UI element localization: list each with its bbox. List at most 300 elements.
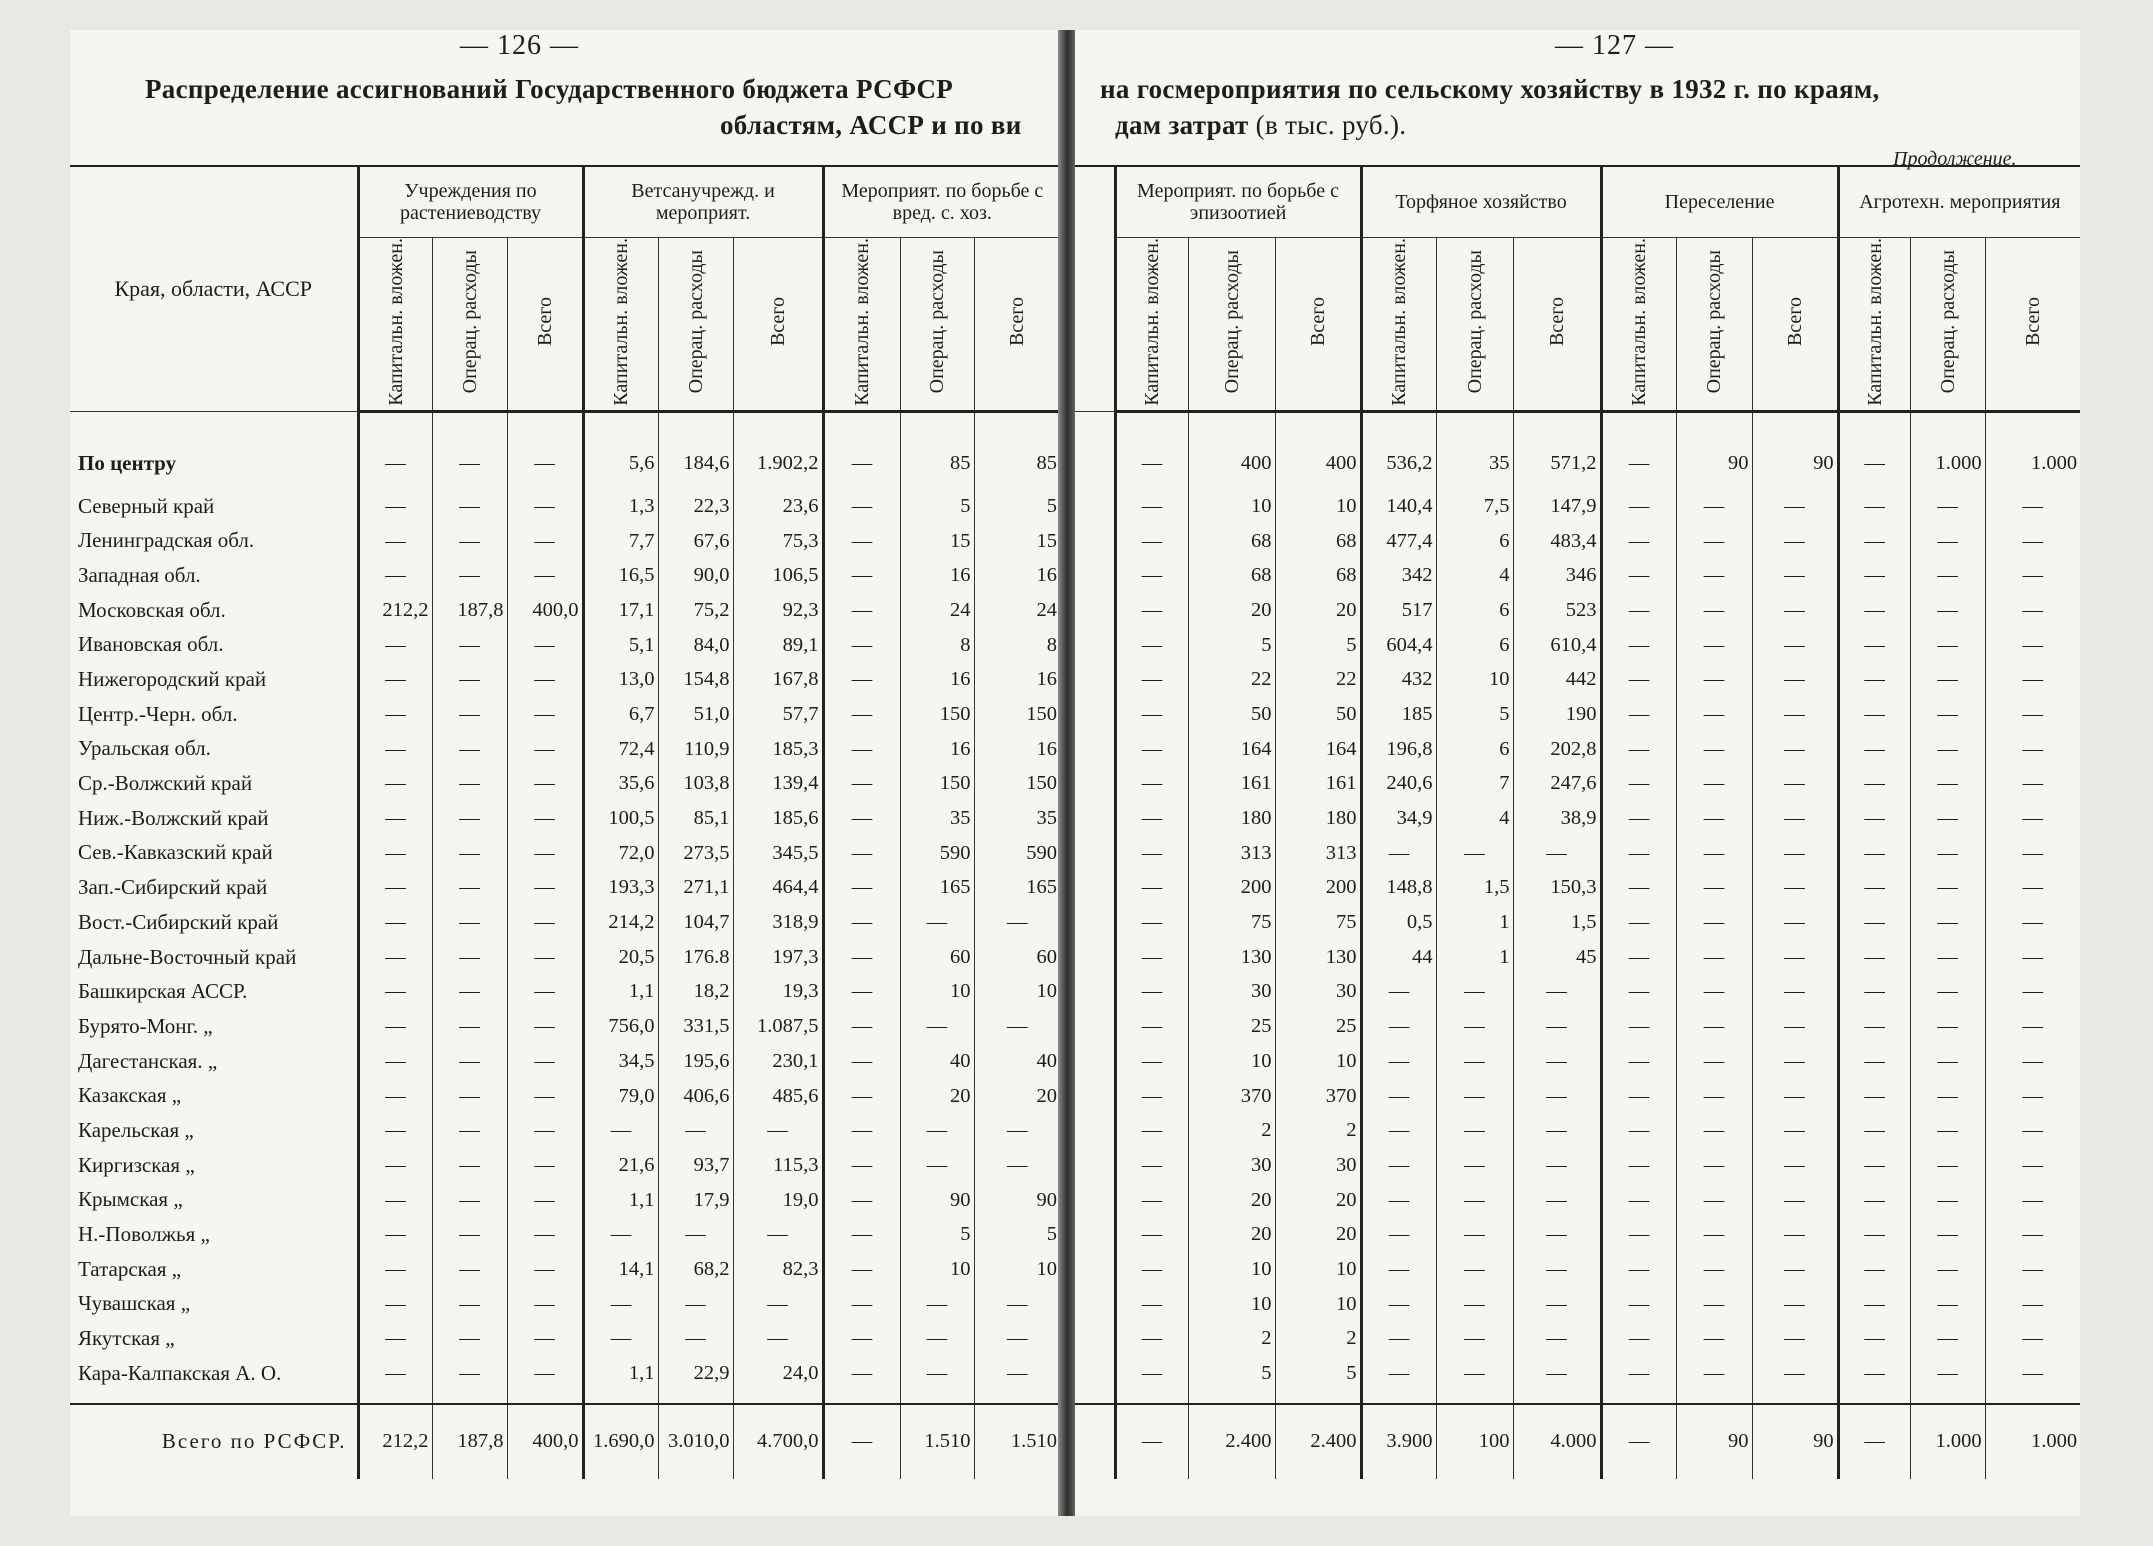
total-cell: 1.000: [1985, 1404, 2080, 1479]
region-name-text: Карельская „: [78, 1117, 194, 1142]
value-cell: —: [1838, 1356, 1910, 1391]
value-cell: 4: [1436, 801, 1513, 836]
total-cell: 1.510: [974, 1404, 1060, 1479]
value-cell: —: [900, 1356, 974, 1391]
table-row: [70, 1113, 1060, 1148]
value-cell: —: [432, 1321, 507, 1356]
sub-header-operating-label: Операц. расходы: [926, 250, 949, 394]
value-cell: —: [900, 1113, 974, 1148]
sub-header-total: [1513, 238, 1601, 412]
value-cell: —: [1838, 1044, 1910, 1079]
value-cell: —: [1361, 1217, 1436, 1252]
value-cell: —: [432, 1113, 507, 1148]
value-cell: 273,5: [658, 836, 733, 871]
region-name: [70, 905, 358, 940]
value-cell: —: [583, 1217, 658, 1252]
region-name-text: Сев.-Кавказский край: [78, 840, 273, 865]
table-row: [1075, 1217, 2080, 1252]
value-cell: —: [1752, 489, 1838, 524]
value-cell: —: [1910, 627, 1985, 662]
spacer-cell: [900, 1391, 974, 1404]
value-cell: 5: [1188, 627, 1275, 662]
table-row: [1075, 732, 2080, 767]
value-cell: —: [1910, 662, 1985, 697]
spacer-row: [1075, 1391, 2080, 1404]
value-cell: 161: [1188, 766, 1275, 801]
value-cell: —: [1752, 905, 1838, 940]
value-cell: —: [1676, 697, 1752, 732]
value-cell: —: [823, 1287, 900, 1322]
total-cell: 3.010,0: [658, 1404, 733, 1479]
value-cell: —: [823, 801, 900, 836]
value-cell: —: [1838, 974, 1910, 1009]
value-cell: —: [507, 1148, 583, 1183]
value-cell: 20: [1188, 1217, 1275, 1252]
value-cell: —: [1676, 1217, 1752, 1252]
value-cell: 185,3: [733, 732, 823, 767]
group-header-pests: Мероприят. по борьбе с вред. с. хоз.: [823, 166, 1060, 238]
value-cell: 35: [1436, 411, 1513, 489]
value-cell: 68: [1188, 558, 1275, 593]
total-cell: 4.000: [1513, 1404, 1601, 1479]
value-cell: —: [1361, 1113, 1436, 1148]
value-cell: —: [1752, 1182, 1838, 1217]
value-cell: 1,3: [583, 489, 658, 524]
value-cell: —: [358, 905, 432, 940]
value-cell: —: [1910, 593, 1985, 628]
value-cell: —: [507, 662, 583, 697]
row-gap: [1075, 870, 1115, 905]
value-cell: —: [823, 523, 900, 558]
region-name-text: Н.-Поволжья „: [78, 1222, 210, 1247]
row-gap: [1075, 411, 1115, 489]
value-cell: —: [1361, 1009, 1436, 1044]
value-cell: 50: [1188, 697, 1275, 732]
value-cell: 24: [974, 593, 1060, 628]
value-cell: 20: [1275, 1182, 1361, 1217]
value-cell: 25: [1188, 1009, 1275, 1044]
value-cell: —: [1601, 593, 1676, 628]
value-cell: 8: [974, 627, 1060, 662]
value-cell: —: [1513, 1113, 1601, 1148]
value-cell: —: [507, 1217, 583, 1252]
value-cell: 400,0: [507, 593, 583, 628]
sub-header-operating: [1676, 238, 1752, 412]
region-name-text: Всего по РСФСР.: [161, 1429, 347, 1454]
value-cell: —: [1838, 697, 1910, 732]
value-cell: 214,2: [583, 905, 658, 940]
value-cell: —: [1115, 940, 1188, 975]
value-cell: —: [507, 523, 583, 558]
table-row: [1075, 766, 2080, 801]
value-cell: —: [1838, 593, 1910, 628]
value-cell: —: [1838, 1182, 1910, 1217]
value-cell: —: [658, 1113, 733, 1148]
value-cell: —: [823, 1217, 900, 1252]
value-cell: 10: [974, 974, 1060, 1009]
value-cell: 15: [974, 523, 1060, 558]
region-name: [70, 1009, 358, 1044]
row-gap: [1075, 1217, 1115, 1252]
region-name-text: Вост.-Сибирский край: [78, 909, 279, 934]
stub-header: Края, области, АССР: [70, 166, 358, 411]
region-name: [70, 801, 358, 836]
value-cell: —: [432, 662, 507, 697]
value-cell: 75: [1188, 905, 1275, 940]
value-cell: —: [1910, 697, 1985, 732]
value-cell: 161: [1275, 766, 1361, 801]
value-cell: —: [1838, 766, 1910, 801]
value-cell: —: [1752, 974, 1838, 1009]
value-cell: —: [1752, 732, 1838, 767]
table-row: [70, 1217, 1060, 1252]
value-cell: —: [974, 1113, 1060, 1148]
value-cell: 30: [1275, 1148, 1361, 1183]
value-cell: 2: [1275, 1321, 1361, 1356]
value-cell: 75: [1275, 905, 1361, 940]
value-cell: 6: [1436, 627, 1513, 662]
value-cell: 89,1: [733, 627, 823, 662]
table-row: [1075, 593, 2080, 628]
value-cell: —: [1752, 523, 1838, 558]
value-cell: —: [733, 1321, 823, 1356]
value-cell: —: [1910, 1217, 1985, 1252]
value-cell: —: [1513, 1321, 1601, 1356]
value-cell: —: [823, 662, 900, 697]
value-cell: 10: [974, 1252, 1060, 1287]
sub-header-capital: [823, 238, 900, 412]
value-cell: —: [1601, 523, 1676, 558]
table-row: [70, 1044, 1060, 1079]
value-cell: —: [507, 940, 583, 975]
value-cell: —: [1115, 1321, 1188, 1356]
value-cell: 240,6: [1361, 766, 1436, 801]
region-name: [70, 766, 358, 801]
page-number-right: — 127 —: [1555, 30, 1674, 61]
value-cell: 79,0: [583, 1078, 658, 1113]
region-name-text: Татарская „: [78, 1256, 182, 1281]
value-cell: —: [1985, 905, 2080, 940]
sub-header-total-label: Всего: [766, 297, 789, 347]
value-cell: —: [900, 1009, 974, 1044]
region-name-text: Зап.-Сибирский край: [78, 875, 268, 900]
value-cell: —: [1838, 1148, 1910, 1183]
value-cell: 44: [1361, 940, 1436, 975]
table-row: [70, 1148, 1060, 1183]
value-cell: 313: [1188, 836, 1275, 871]
value-cell: 6: [1436, 732, 1513, 767]
value-cell: —: [1436, 974, 1513, 1009]
total-label: [70, 1404, 358, 1479]
value-cell: —: [823, 1078, 900, 1113]
value-cell: 318,9: [733, 905, 823, 940]
value-cell: —: [1115, 1078, 1188, 1113]
sub-header-operating-label: Операц. расходы: [1703, 250, 1726, 394]
row-gap: [1075, 489, 1115, 524]
value-cell: —: [823, 1009, 900, 1044]
value-cell: 30: [1188, 1148, 1275, 1183]
region-name: [70, 593, 358, 628]
sub-header-capital-label: Капитальн. вложен.: [1863, 238, 1886, 406]
value-cell: —: [507, 974, 583, 1009]
value-cell: —: [1752, 1321, 1838, 1356]
value-cell: 1,1: [583, 1182, 658, 1217]
value-cell: —: [1752, 1009, 1838, 1044]
value-cell: —: [1601, 627, 1676, 662]
value-cell: 17,1: [583, 593, 658, 628]
value-cell: —: [1838, 1009, 1910, 1044]
region-name: [70, 1217, 358, 1252]
value-cell: —: [658, 1287, 733, 1322]
value-cell: —: [1601, 1356, 1676, 1391]
region-name: [70, 489, 358, 524]
value-cell: 10: [1275, 1287, 1361, 1322]
value-cell: —: [1985, 523, 2080, 558]
total-row: [70, 1404, 1060, 1479]
region-name-text: Бурято-Монг. „: [78, 1013, 213, 1038]
value-cell: —: [1910, 1044, 1985, 1079]
value-cell: —: [1752, 1356, 1838, 1391]
row-gap: [1075, 1404, 1115, 1479]
row-gap: [1075, 627, 1115, 662]
value-cell: 35: [974, 801, 1060, 836]
value-cell: 1,5: [1436, 870, 1513, 905]
sub-header-total: [507, 238, 583, 412]
value-cell: —: [1115, 1252, 1188, 1287]
value-cell: 106,5: [733, 558, 823, 593]
value-cell: 16: [900, 558, 974, 593]
value-cell: 16: [974, 558, 1060, 593]
value-cell: 24: [900, 593, 974, 628]
value-cell: —: [1752, 801, 1838, 836]
value-cell: —: [823, 1113, 900, 1148]
region-name: [70, 558, 358, 593]
value-cell: 22: [1188, 662, 1275, 697]
spacer-cell: [432, 1391, 507, 1404]
value-cell: —: [1676, 1321, 1752, 1356]
row-gap: [1075, 766, 1115, 801]
value-cell: 72,4: [583, 732, 658, 767]
value-cell: —: [1361, 836, 1436, 871]
value-cell: 75,2: [658, 593, 733, 628]
table-row: [1075, 411, 2080, 489]
value-cell: —: [1985, 662, 2080, 697]
sub-header-operating-label: Операц. расходы: [458, 250, 481, 394]
spacer-cell: [358, 1391, 432, 1404]
value-cell: —: [507, 627, 583, 662]
spacer-cell: [974, 1391, 1060, 1404]
value-cell: 442: [1513, 662, 1601, 697]
title-right-line2-normal: (в тыс. руб.).: [1248, 110, 1407, 140]
spacer-cell: [733, 1391, 823, 1404]
value-cell: 167,8: [733, 662, 823, 697]
table-row: [70, 1356, 1060, 1391]
value-cell: 10: [1436, 662, 1513, 697]
value-cell: —: [583, 1287, 658, 1322]
value-cell: —: [823, 940, 900, 975]
sub-header-operating: [900, 238, 974, 412]
value-cell: —: [1985, 766, 2080, 801]
value-cell: —: [974, 1009, 1060, 1044]
table-row: [1075, 836, 2080, 871]
value-cell: 90: [900, 1182, 974, 1217]
group-header-epizootic: Мероприят. по борьбе с эпизоотией: [1115, 166, 1361, 238]
value-cell: —: [1601, 766, 1676, 801]
value-cell: —: [1361, 1044, 1436, 1079]
value-cell: 16: [900, 662, 974, 697]
value-cell: —: [900, 1148, 974, 1183]
value-cell: 30: [1275, 974, 1361, 1009]
row-gap: [1075, 593, 1115, 628]
value-cell: —: [507, 836, 583, 871]
table-row: [70, 593, 1060, 628]
total-row: [1075, 1404, 2080, 1479]
table-row: [1075, 1009, 2080, 1044]
value-cell: —: [358, 766, 432, 801]
table-row: [1075, 940, 2080, 975]
value-cell: —: [1985, 558, 2080, 593]
row-gap: [1075, 801, 1115, 836]
region-name-text: Уральская обл.: [78, 736, 211, 761]
total-cell: 2.400: [1275, 1404, 1361, 1479]
value-cell: —: [1838, 1078, 1910, 1113]
value-cell: 590: [900, 836, 974, 871]
value-cell: —: [1601, 1182, 1676, 1217]
value-cell: —: [733, 1113, 823, 1148]
group-header-resettlement: Переселение: [1601, 166, 1838, 238]
value-cell: 68: [1275, 523, 1361, 558]
value-cell: 130: [1275, 940, 1361, 975]
value-cell: —: [1910, 1148, 1985, 1183]
value-cell: —: [1513, 836, 1601, 871]
value-cell: 90,0: [658, 558, 733, 593]
value-cell: —: [823, 1356, 900, 1391]
value-cell: 15: [900, 523, 974, 558]
value-cell: —: [507, 1321, 583, 1356]
region-name: [70, 732, 358, 767]
value-cell: —: [1910, 870, 1985, 905]
value-cell: —: [1752, 593, 1838, 628]
table-row: [70, 489, 1060, 524]
value-cell: 92,3: [733, 593, 823, 628]
value-cell: 19,3: [733, 974, 823, 1009]
value-cell: —: [432, 974, 507, 1009]
value-cell: —: [1436, 1078, 1513, 1113]
value-cell: —: [358, 1078, 432, 1113]
value-cell: 193,3: [583, 870, 658, 905]
spacer-cell: [1075, 1391, 1115, 1404]
value-cell: 200: [1275, 870, 1361, 905]
value-cell: 5: [1275, 627, 1361, 662]
value-cell: 20: [900, 1078, 974, 1113]
value-cell: —: [823, 766, 900, 801]
value-cell: 100,5: [583, 801, 658, 836]
value-cell: —: [1910, 1356, 1985, 1391]
value-cell: —: [1676, 940, 1752, 975]
table-row: [1075, 697, 2080, 732]
total-cell: —: [1601, 1404, 1676, 1479]
value-cell: —: [1752, 766, 1838, 801]
value-cell: 185: [1361, 697, 1436, 732]
value-cell: 610,4: [1513, 627, 1601, 662]
value-cell: —: [1910, 836, 1985, 871]
value-cell: 103,8: [658, 766, 733, 801]
value-cell: 10: [1275, 489, 1361, 524]
sub-header-capital-label: Капитальн. вложен.: [851, 238, 874, 406]
row-gap: [1075, 836, 1115, 871]
row-gap: [1075, 1182, 1115, 1217]
value-cell: —: [1838, 801, 1910, 836]
value-cell: 22,3: [658, 489, 733, 524]
value-cell: —: [1513, 1287, 1601, 1322]
value-cell: —: [1910, 905, 1985, 940]
value-cell: —: [507, 1356, 583, 1391]
spacer-cell: [823, 1391, 900, 1404]
value-cell: —: [1676, 558, 1752, 593]
value-cell: 57,7: [733, 697, 823, 732]
value-cell: —: [1838, 411, 1910, 489]
value-cell: 1,1: [583, 974, 658, 1009]
value-cell: —: [358, 523, 432, 558]
row-gap: [1075, 1044, 1115, 1079]
group-header-vet: Ветсанучрежд. и мероприят.: [583, 166, 823, 238]
value-cell: —: [1513, 1217, 1601, 1252]
region-name: [70, 1113, 358, 1148]
region-name-text: Западная обл.: [78, 562, 201, 587]
sub-header-total-label: Всего: [533, 297, 556, 347]
total-cell: —: [823, 1404, 900, 1479]
value-cell: —: [507, 411, 583, 489]
sub-header-total: [733, 238, 823, 412]
value-cell: 313: [1275, 836, 1361, 871]
total-cell: 1.000: [1910, 1404, 1985, 1479]
value-cell: —: [1436, 1182, 1513, 1217]
value-cell: —: [432, 836, 507, 871]
value-cell: 2: [1188, 1321, 1275, 1356]
value-cell: —: [823, 593, 900, 628]
value-cell: —: [507, 732, 583, 767]
title-left-line1: Распределение ассигнований Государственного бюджета РСФСР: [145, 74, 954, 104]
spacer-cell: [1910, 1391, 1985, 1404]
value-cell: —: [358, 627, 432, 662]
spacer-cell: [1752, 1391, 1838, 1404]
value-cell: —: [1436, 1148, 1513, 1183]
value-cell: 34,9: [1361, 801, 1436, 836]
value-cell: —: [1910, 766, 1985, 801]
value-cell: —: [900, 1287, 974, 1322]
value-cell: 40: [900, 1044, 974, 1079]
region-name-text: Ср.-Волжский край: [78, 771, 253, 796]
value-cell: —: [1361, 1321, 1436, 1356]
title-right-line1: на госмероприятия по сельскому хозяйству в 1932 г. по краям,: [1100, 74, 1880, 104]
value-cell: —: [1601, 732, 1676, 767]
value-cell: —: [1985, 1252, 2080, 1287]
continuation-note: Продолжение.: [1893, 148, 2017, 170]
spacer-cell: [1601, 1391, 1676, 1404]
region-name: [70, 662, 358, 697]
value-cell: —: [358, 732, 432, 767]
total-cell: 2.400: [1188, 1404, 1275, 1479]
region-name: [70, 1252, 358, 1287]
value-cell: —: [658, 1321, 733, 1356]
value-cell: —: [507, 1182, 583, 1217]
value-cell: 84,0: [658, 627, 733, 662]
value-cell: —: [1513, 1252, 1601, 1287]
value-cell: —: [507, 1287, 583, 1322]
value-cell: —: [507, 870, 583, 905]
value-cell: 19,0: [733, 1182, 823, 1217]
value-cell: —: [823, 905, 900, 940]
